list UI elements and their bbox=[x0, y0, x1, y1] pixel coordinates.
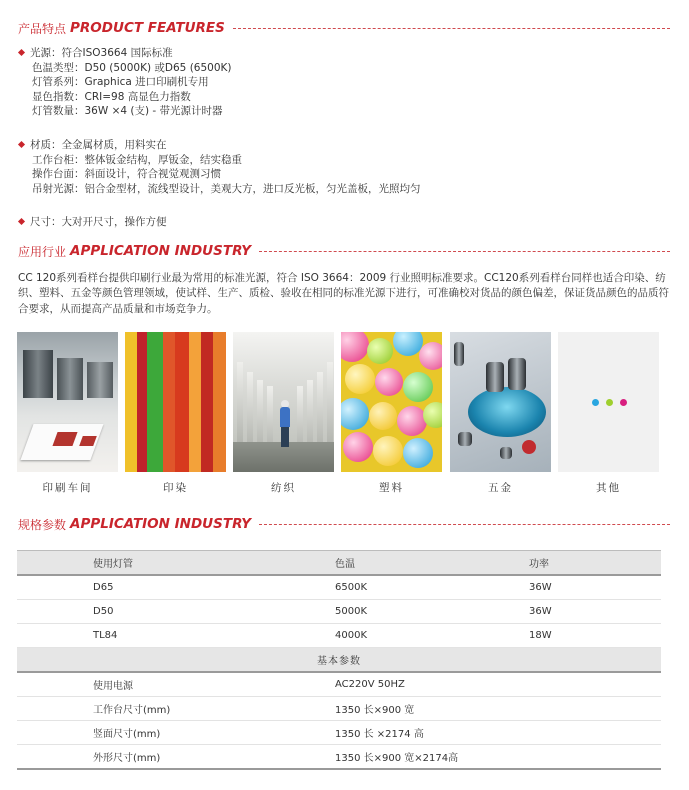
feature-group-material bbox=[18, 138, 678, 196]
column-header: 使用灯管 bbox=[17, 551, 235, 576]
feature-line: 灯管系列：Graphica 进口印刷机专用 bbox=[32, 76, 209, 88]
feature-line: 灯管数量：36W ×4 (支) - 带光源计时器 bbox=[32, 105, 223, 117]
textile-image bbox=[233, 332, 334, 472]
features-heading bbox=[18, 17, 670, 39]
feature-lead: 尺寸：大对开尺寸，操作方便 bbox=[30, 216, 167, 228]
features-heading-cn: 产品特点 bbox=[18, 21, 67, 36]
heading-divider bbox=[259, 251, 670, 252]
table-row bbox=[17, 745, 661, 770]
industry-caption: 其他 bbox=[596, 482, 621, 494]
application-heading bbox=[18, 240, 670, 262]
feature-line: 工作台柜：整体钣金结构，厚钣金，结实稳重 bbox=[32, 153, 242, 166]
table-cell: 36W bbox=[443, 575, 661, 600]
table-cell: 工作台尺寸(mm) bbox=[17, 697, 235, 721]
specs-heading-en: APPLICATION INDUSTRY bbox=[70, 516, 251, 532]
table-cell: 竖面尺寸(mm) bbox=[17, 721, 235, 745]
industry-caption: 塑料 bbox=[379, 482, 404, 494]
printing-workshop-image bbox=[17, 332, 118, 472]
application-heading-en: APPLICATION INDUSTRY bbox=[70, 243, 251, 259]
application-heading-cn: 应用行业 bbox=[18, 244, 67, 259]
table-cell: D65 bbox=[17, 575, 235, 600]
heading-divider bbox=[259, 524, 670, 525]
feature-line: 显色指数：CRI=98 高显色力指数 bbox=[32, 90, 191, 103]
feature-line: 操作台面：斜面设计，符合视觉观测习惯 bbox=[32, 168, 221, 180]
feature-group-size bbox=[18, 215, 678, 230]
dyeing-image bbox=[125, 332, 226, 472]
table-cell: 1350 长×900 宽×2174高 bbox=[235, 745, 661, 770]
table-row bbox=[17, 697, 661, 721]
specs-table bbox=[17, 550, 661, 770]
table-cell: 36W bbox=[443, 600, 661, 624]
table-row bbox=[17, 721, 661, 745]
basic-params-row bbox=[17, 648, 661, 673]
industry-gallery bbox=[17, 332, 662, 494]
color-dot-icon bbox=[592, 399, 599, 406]
table-cell: 1350 长×900 宽 bbox=[235, 697, 661, 721]
feature-lead: 光源：符合ISO3664 国际标准 bbox=[30, 47, 173, 59]
table-cell: AC220V 50HZ bbox=[235, 672, 661, 697]
feature-group-light bbox=[18, 46, 678, 119]
application-paragraph: CC 120系列看样台提供印刷行业最为常用的标准光源，符合 ISO 3664：2009 行业照明标准要求。CC120系列看样台同样也适合印染、纺织、塑料、五金等颜色管理领域，使试样、生产、质检、验收在相同的标准光源下进行，可准确校对货品的颜色偏差，保证货品颜色的品质符合要求，从而提高产品质量和市场竞争力。 bbox=[18, 272, 669, 315]
diamond-bullet-icon bbox=[18, 141, 25, 148]
table-row bbox=[17, 624, 661, 648]
table-cell: 18W bbox=[443, 624, 661, 648]
diamond-bullet-icon bbox=[18, 218, 25, 225]
table-row bbox=[17, 600, 661, 624]
features-heading-en: PRODUCT FEATURES bbox=[70, 20, 225, 36]
hardware-image bbox=[450, 332, 551, 472]
other-industry-image bbox=[558, 332, 659, 472]
color-dot-icon bbox=[606, 399, 613, 406]
basic-params-title: 基本参数 bbox=[17, 648, 661, 673]
table-cell: 1350 长 ×2174 高 bbox=[235, 721, 661, 745]
industry-caption: 五金 bbox=[488, 482, 513, 494]
table-cell: 5000K bbox=[235, 600, 443, 624]
plastics-image bbox=[341, 332, 442, 472]
feature-line: 吊射光源：铝合金型材，流线型设计，美观大方，进口反光板，匀光盖板，光照均匀 bbox=[32, 182, 421, 195]
heading-divider bbox=[233, 28, 670, 29]
table-row bbox=[17, 575, 661, 600]
table-header-row bbox=[17, 551, 661, 576]
feature-line: 色温类型：D50 (5000K) 或D65 (6500K) bbox=[32, 61, 232, 74]
specs-heading bbox=[18, 513, 670, 535]
table-cell: 外形尺寸(mm) bbox=[17, 745, 235, 770]
table-row bbox=[17, 672, 661, 697]
industry-caption: 纺织 bbox=[271, 482, 296, 494]
table-cell: 4000K bbox=[235, 624, 443, 648]
industry-caption: 印染 bbox=[163, 482, 188, 494]
table-cell: D50 bbox=[17, 600, 235, 624]
column-header: 功率 bbox=[443, 551, 661, 576]
table-cell: TL84 bbox=[17, 624, 235, 648]
feature-lead: 材质：全金属材质，用料实在 bbox=[30, 139, 167, 151]
industry-caption: 印刷车间 bbox=[42, 482, 93, 494]
table-cell: 6500K bbox=[235, 575, 443, 600]
specs-heading-cn: 规格参数 bbox=[18, 517, 67, 532]
diamond-bullet-icon bbox=[18, 49, 25, 56]
table-cell: 使用电源 bbox=[17, 672, 235, 697]
column-header: 色温 bbox=[235, 551, 443, 576]
color-dot-icon bbox=[620, 399, 627, 406]
